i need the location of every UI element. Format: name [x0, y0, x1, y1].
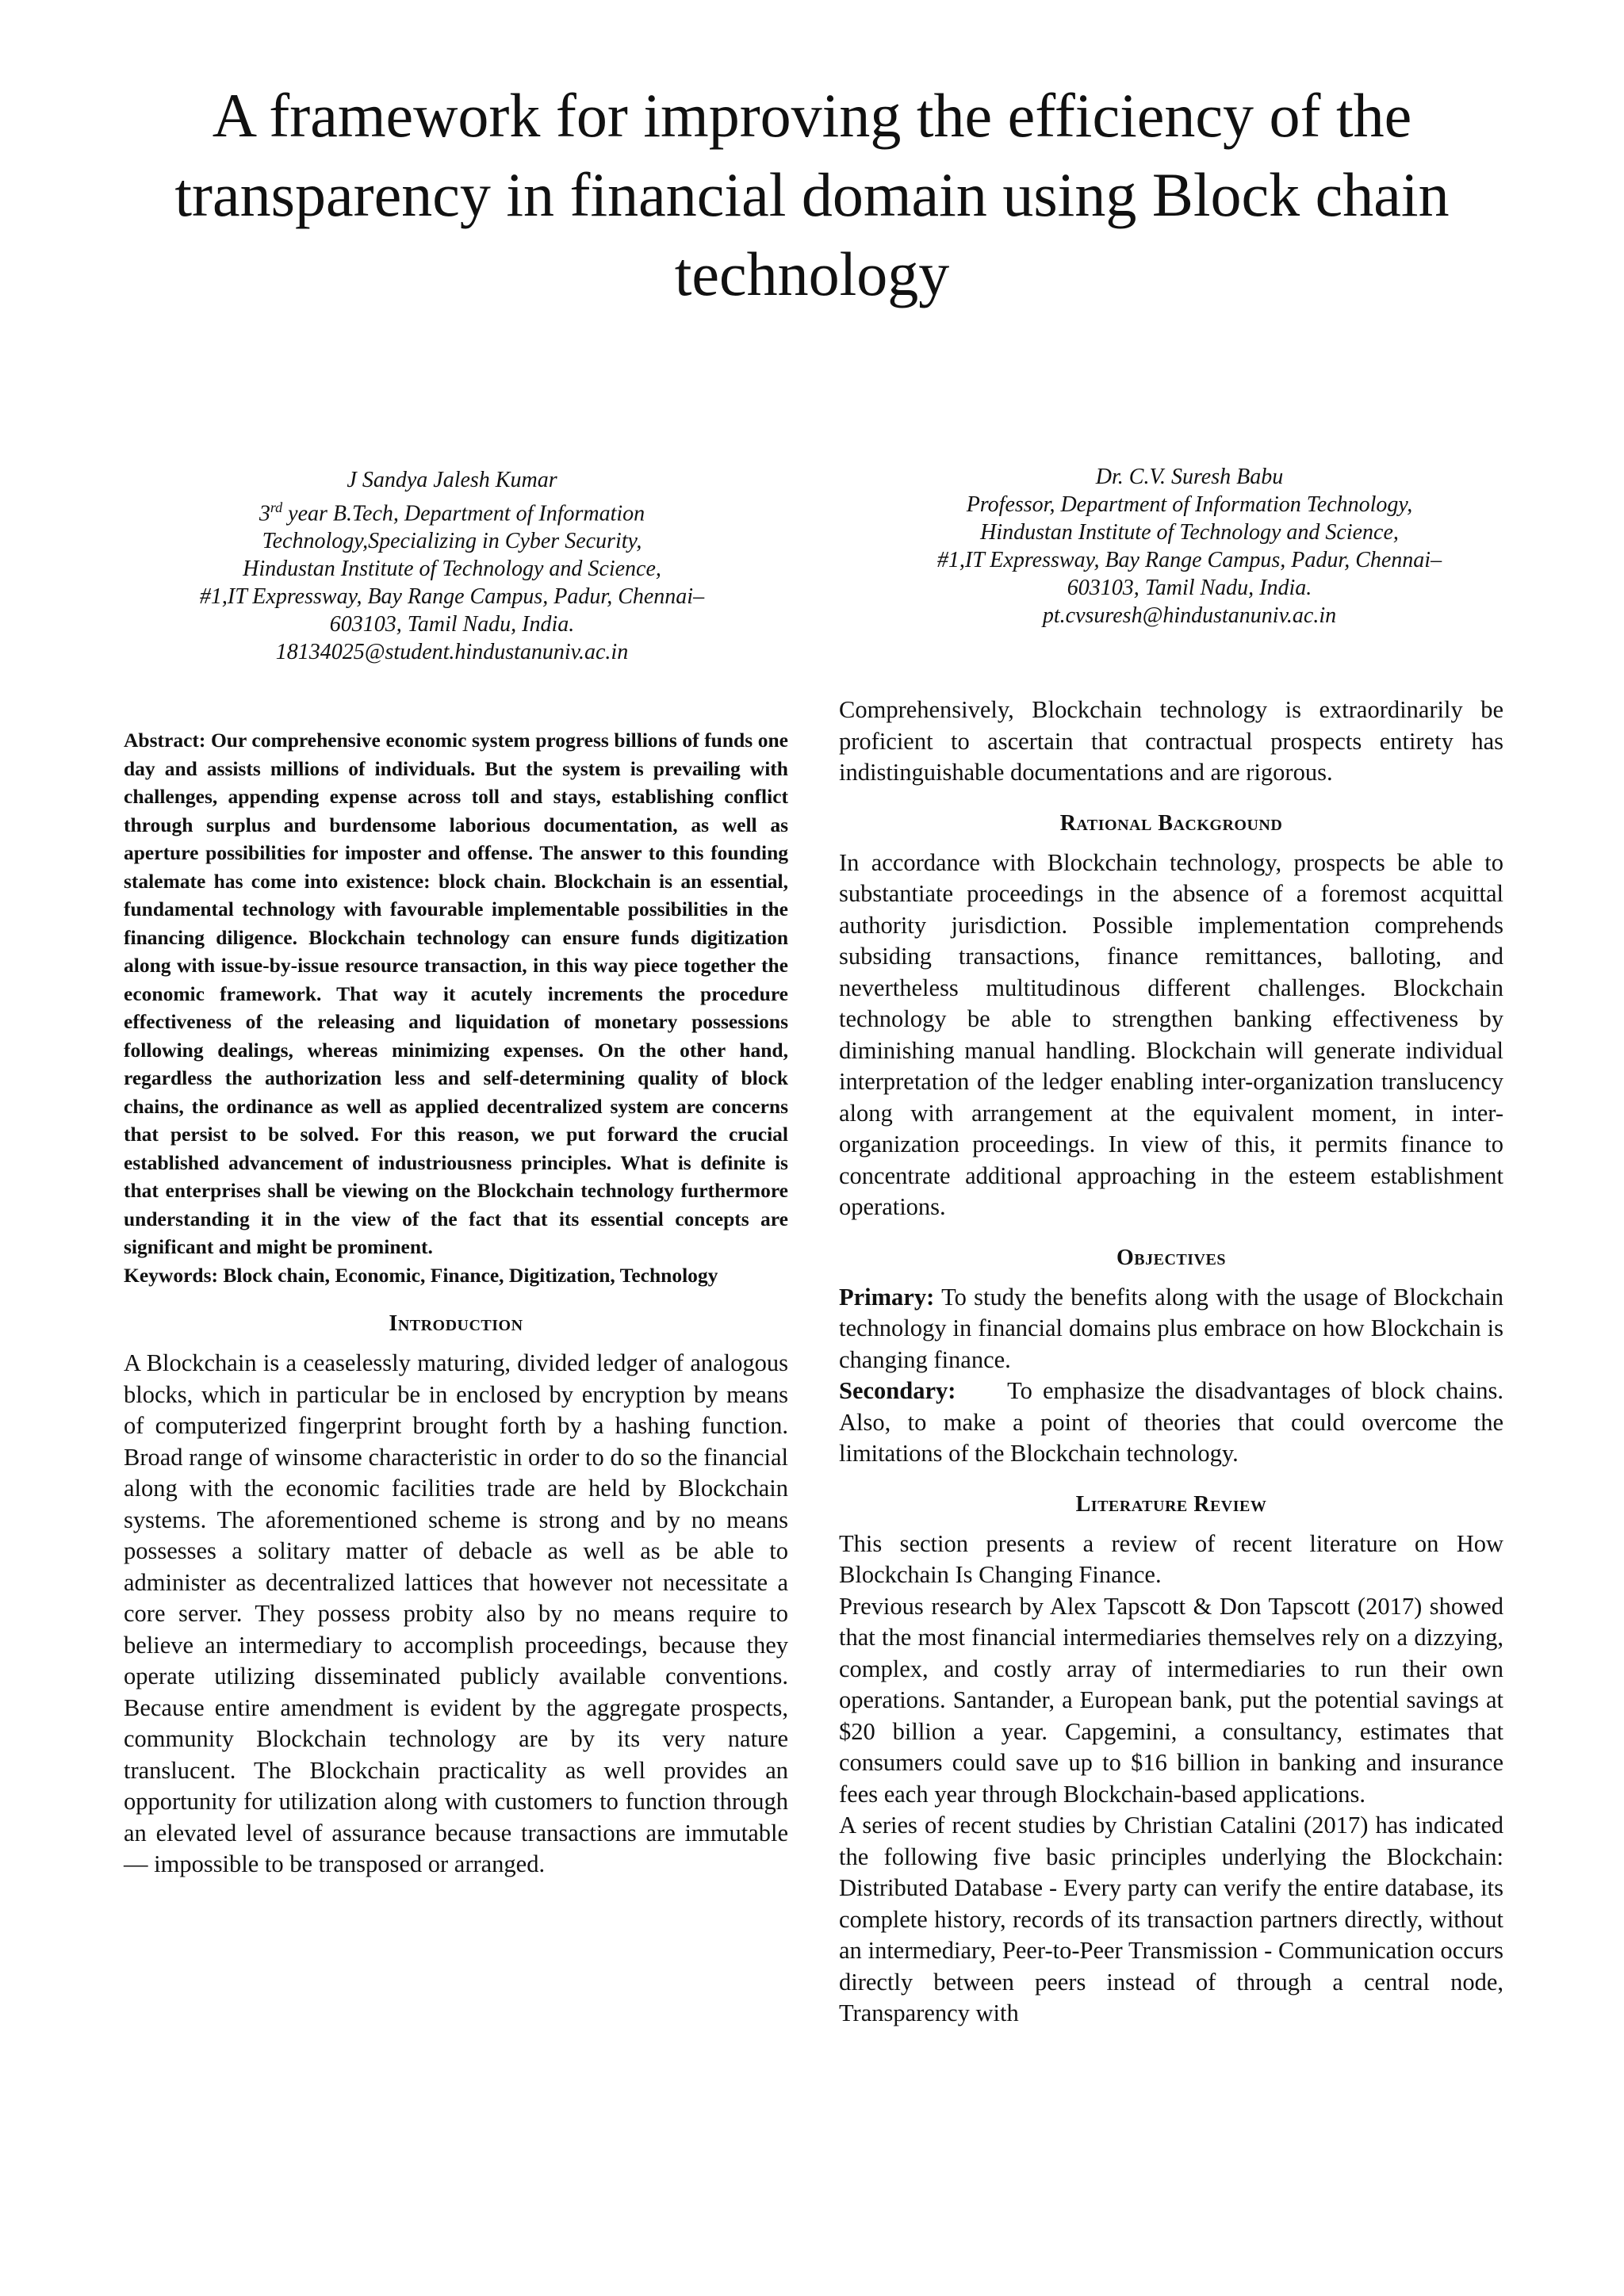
objective-secondary	[839, 1376, 1510, 1470]
author-address-line: 603103, Tamil Nadu, India.	[1067, 576, 1312, 600]
abstract-text: Abstract: Our comprehensive economic system progress billions of funds one day and assists millions of individuals. But the system is prevailing with challenges, appending expense across toll and stays, establishing conflict through surplus and burdensome laborious documentation, as well as aperture possibilities for imposter and offense. The answer to this founding stalemate has come into existence: block chain. Blockchain is an essential, fundamental technology with favourable implementable possibilities in the financing diligence. Blockchain technology can ensure funds digitization along with issue-by-issue resource transaction, in this way piece together the economic framework. That way it acutely increments the procedure effectiveness of the releasing and liquidation of monetary possessions following dealings, whereas minimizing expenses. On the other hand, regardless the authorization less and self-determining quality of block chains, the ordinance as well as applied decentralized system are concerns that persist to be solved. For this reason, we put forward the crucial established advancement of industriousness principles. What is definite is that enterprises shall be viewing on the Blockchain technology furthermore understanding it in the view of the fact that its essential concepts are significant and might be prominent.	[124, 729, 788, 1258]
right-column	[839, 695, 1510, 2030]
objective-primary-label: Primary:	[839, 1283, 935, 1311]
introduction-text: A Blockchain is a ceaselessly maturing, divided ledger of analogous blocks, which in particular be in enclosed by encryption by means of computerized fingerprint brought forth by a hashing function. Broad range of winsome characteristic in order to do so the financial along with the economic facilities trade are held by Blockchain systems. The aforementioned scheme is strong and by no means possesses a solitary matter of debacle as well as be able to administer as decentralized lattices that however not necessitate a core server. They possess probity also by no means require to believe an intermediary to accomplish proceedings, because they operate utilizing disseminated publicly available conventions. Because entire amendment is evident by the aggregate prospects, community Blockchain technology are by its very nature translucent. The Blockchain practicality as well provides an opportunity for utilization along with customers to function through an elevated level of assurance because transactions are immutable — impossible to be transposed or arranged.	[124, 1349, 788, 1877]
section-heading-introduction: Introduction	[389, 1311, 523, 1336]
section-heading-rational-background: Rational Background	[1059, 810, 1283, 836]
author-year-superscript: rd	[270, 499, 283, 515]
keywords-text: Keywords: Block chain, Economic, Finance, Digitization, Technology	[124, 1263, 718, 1287]
author-year-number: 3	[259, 501, 270, 526]
rational-background-text: In accordance with Blockchain technology, prospects be able to substantiate proceedings in the absence of a foremost acquittal authority jurisdiction. Possible implementation comprehends subsiding transactions, finance remittances, balloting, and nevertheless multitudinous different challenges. Blockchain technology be able to strengthen banking effectiveness by diminishing manual handling. Blockchain will generate individual interpretation of the ledger enabling inter-organization translucency along with arrangement at the equivalent moment, in inter-organization proceedings. In view of this, it permits finance to concentrate additional approaching in the esteem establishment operations.	[839, 848, 1503, 1220]
author-email: 18134025@student.hindustanuniv.ac.in	[275, 640, 629, 665]
author-year-line	[127, 494, 777, 527]
literature-paragraph: This section presents a review of recent literature on How Blockchain Is Changing Finance.	[839, 1529, 1503, 1588]
left-column	[124, 695, 788, 1881]
author-affiliation-line: Hindustan Institute of Technology and Science,	[243, 557, 661, 582]
author-block-second	[864, 463, 1515, 629]
title-line: A framework for improving the efficiency of the	[212, 81, 1412, 150]
section-heading-literature-review: Literature Review	[1075, 1491, 1267, 1517]
author-address-line: 603103, Tamil Nadu, India.	[329, 612, 575, 637]
author-affiliation-line: Technology,Specializing in Cyber Security,	[262, 529, 642, 554]
introduction-continuation-text: Comprehensively, Blockchain technology is extraordinarily be proficient to ascertain that contractual prospects entirety has indistinguishable documentations and are rigorous.	[839, 696, 1503, 786]
author-affiliation-line: Hindustan Institute of Technology and Science,	[980, 520, 1399, 545]
author-email: pt.cvsuresh@hindustanuniv.ac.in	[1042, 603, 1337, 628]
author-address-line: #1,IT Expressway, Bay Range Campus, Padur, Chennai–	[199, 584, 705, 610]
author-affiliation-line: Professor, Department of Information Technology,	[966, 492, 1413, 517]
title-line: transparency in financial domain using Block chain	[174, 160, 1450, 229]
author-year-rest: year B.Tech, Department of Information	[282, 501, 645, 526]
author-block-first	[127, 466, 777, 666]
objective-primary	[839, 1282, 1503, 1376]
title-line: technology	[674, 239, 950, 308]
literature-paragraph: Previous research by Alex Tapscott & Don Tapscott (2017) showed that the most financial intermediaries themselves rely on a dizzying, complex, and costly array of intermediaries to run their own operations. Santander, a European bank, put the potential savings at $20 billion a year. Capgemini, a consultancy, estimates that consumers could save up to $16 billion in banking and insurance fees each year through Blockchain-based applications.	[839, 1592, 1503, 1808]
objective-secondary-label: Secondary:	[839, 1377, 956, 1404]
objective-primary-text: To study the benefits along with the usage of Blockchain technology in financial domains plus embrace on how Blockchain is changing finance.	[839, 1283, 1503, 1373]
section-heading-objectives: Objectives	[1116, 1245, 1226, 1270]
objective-secondary-text: To emphasize the disadvantages of block chains. Also, to make a point of theories that could overcome the limitations of the Blockchain technology.	[839, 1377, 1510, 1467]
paper-title	[95, 76, 1529, 314]
author-name: Dr. C.V. Suresh Babu	[1095, 465, 1284, 489]
author-address-line: #1,IT Expressway, Bay Range Campus, Padur, Chennai–	[936, 548, 1442, 572]
literature-paragraph: A series of recent studies by Christian Catalini (2017) has indicated the following five basic principles underlying the Blockchain: Distributed Database - Every party can verify the entire database, its complete history, records of its transaction partners directly, without an intermediary, Peer-to-Peer Transmission - Communication occurs directly between peers instead of through a central node, Transparency with	[839, 1812, 1503, 2026]
author-name: J Sandya Jalesh Kumar	[347, 468, 557, 492]
